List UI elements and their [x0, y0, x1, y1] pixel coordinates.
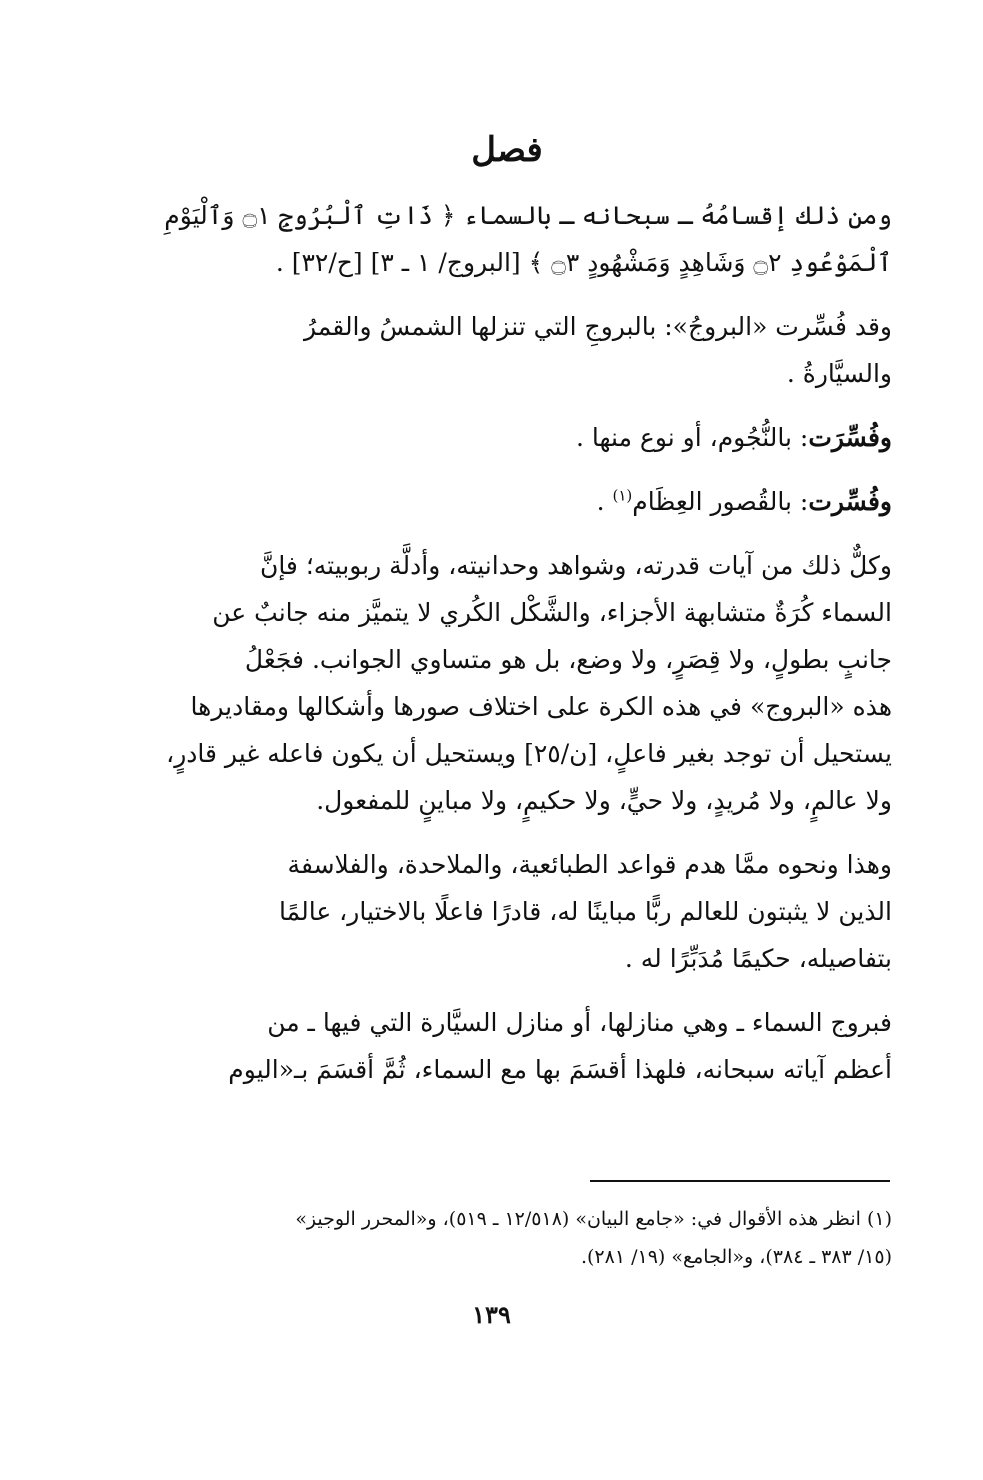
- text-line: بتفاصيله، حكيمًا مُدَبِّرًا له .: [624, 944, 892, 973]
- text-line: يستحيل أن توجد بغير فاعلٍ، [ن/٢٥] ويستحيل أن يكون فاعله غير قادرٍ،: [166, 739, 892, 768]
- text-line: ٱلْمَوْعُودِ ۝٢ وَشَاهِدٍ وَمَشْهُودٍ ۝٣ ﴾ [البروج/ ١ ـ ٣] [ح/٣٢] .: [275, 248, 892, 277]
- text-line: السماء كُرَةٌ متشابهة الأجزاء، والشَّكْل الكُري لا يتميَّز منه جانبٌ عن: [212, 598, 892, 627]
- paragraph-buruj-meaning: [122, 303, 892, 397]
- line-text: : بالقُصور العِظَام: [632, 487, 809, 516]
- line-text: : بالنُّجُوم، أو نوع منها .: [576, 423, 809, 452]
- lead-word: وفُسِّرَت: [808, 423, 892, 452]
- paragraph-signs-of-power: [122, 542, 892, 824]
- line-tail: .: [596, 487, 613, 516]
- page-body: [122, 130, 892, 1110]
- text-line: الذين لا يثبتون للعالم ربًّا مباينًا له، قادرًا فاعلًا بالاختيار، عالمًا: [279, 897, 892, 926]
- text-line: والسيَّارةُ .: [786, 359, 892, 388]
- text-line: هذه «البروج» في هذه الكرة على اختلاف صورها وأشكالها ومقاديرها: [190, 692, 892, 721]
- text-line: ومن ذلك إقسامُهُ ـ سبحانه ـ بالسماء ﴿ ذَاتِ ٱلْبُرُوجِ ۝١ وَٱلْيَوْمِ: [164, 201, 892, 230]
- text-line: جانبٍ بطولٍ، ولا قِصَرٍ، ولا وضع، بل هو متساوي الجوانب. فجَعْلُ: [244, 645, 892, 674]
- paragraph-oath-intro: [122, 192, 892, 286]
- footnote-line: (١) انظر هذه الأقوال في: «جامع البيان» (١٢/٥١٨ ـ ٥١٩)، و«المحرر الوجيز»: [295, 1208, 892, 1230]
- text-line: وهذا ونحوه ممَّا هدم قواعد الطبائعية، والملاحدة، والفلاسفة: [287, 850, 892, 879]
- page-number: ١٣٩: [472, 1300, 511, 1329]
- paragraph-stars-interpretation: [122, 414, 892, 461]
- text-line: فبروج السماء ـ وهي منازلها، أو منازل السيَّارة التي فيها ـ من: [267, 1008, 892, 1037]
- paragraph-palaces-interpretation: [122, 478, 892, 525]
- text-line: وقد فُسِّرت «البروجُ»: بالبروجِ التي تنزلها الشمسُ والقمرُ: [304, 312, 892, 341]
- footnote-divider: [590, 1180, 890, 1182]
- paragraph-conclusion: [122, 999, 892, 1093]
- paragraph-refutation: [122, 841, 892, 982]
- lead-word: وفُسِّرت: [808, 487, 892, 516]
- text-line: ولا عالمٍ، ولا مُريدٍ، ولا حيٍّ، ولا حكيمٍ، ولا مباينٍ للمفعول.: [316, 786, 892, 815]
- text-line: [122, 414, 892, 461]
- text-line: [122, 478, 892, 525]
- footnote-reference[interactable]: (١): [612, 486, 633, 505]
- text-line: أعظم آياته سبحانه، فلهذا أقسَمَ بها مع السماء، ثُمَّ أقسَمَ بـ«اليوم: [228, 1055, 892, 1084]
- footnote-line: (١٥/ ٣٨٣ ـ ٣٨٤)، و«الجامع» (١٩/ ٢٨١).: [580, 1246, 892, 1268]
- text-line: وكلٌّ ذلك من آيات قدرته، وشواهد وحدانيته، وأدلَّة ربوبيته؛ فإنَّ: [259, 551, 892, 580]
- footnote: [122, 1200, 892, 1276]
- section-title: فصل: [471, 130, 543, 170]
